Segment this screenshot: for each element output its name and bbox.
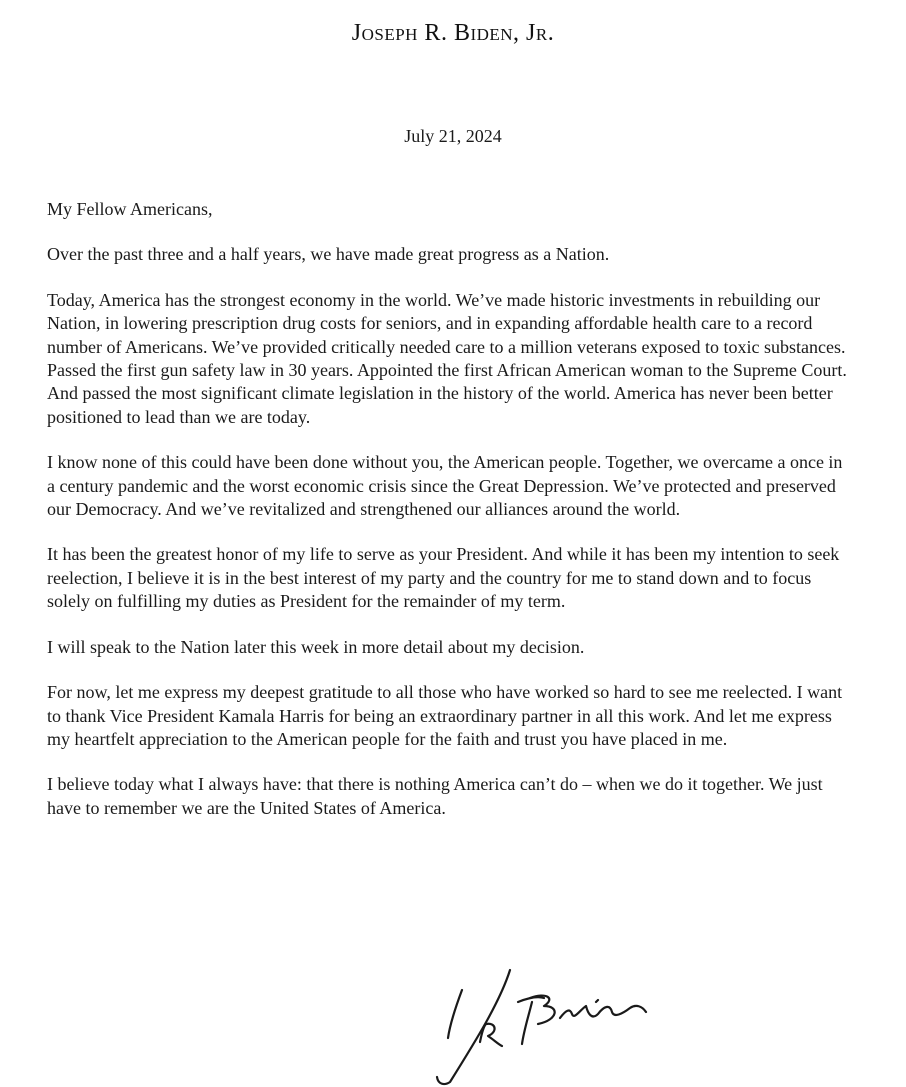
signature-stroke-r (480, 1024, 502, 1046)
signature-stroke-hook (448, 990, 462, 1038)
paragraph-2: Today, America has the strongest economy in the world. We’ve made historic investments in rebuilding our Nation, in lowering prescription drug costs for seniors, and in expanding affordable health care to a record number of Americans. We’ve provided critically needed care to a million veterans exposed to toxic substances. Passed the first gun safety law in 30 years. Appointed the first African American woman to the Supreme Court. And passed the most significant climate legislation in the history of the world. America has never been better positioned to lead than we are today. (47, 289, 847, 427)
paragraph-4: It has been the greatest honor of my life to serve as your President. And while it has been my intention to seek reelection, I believe it is in the best interest of my party and the country for me to stand down and to focus solely on fulfilling my duties as President for the remainder of my term. (47, 544, 840, 612)
handwritten-signature (410, 962, 690, 1087)
signature-stroke-j (437, 970, 510, 1084)
salutation: My Fellow Americans, (47, 199, 213, 219)
signature-stroke-b (522, 996, 555, 1044)
paragraph-5: I will speak to the Nation later this week in more detail about my decision. (47, 636, 585, 657)
paragraph-1: Over the past three and a half years, we have made great progress as a Nation. (47, 244, 610, 265)
paragraph-6: For now, let me express my deepest gratitude to all those who have worked so hard to see me reelected. I want to thank Vice President Kamala Harris for being an extraordinary partner in all this work. And let me express my heartfelt appreciation to the American people for the faith and trust you have placed in me. (47, 682, 843, 749)
paragraph-7: I believe today what I always have: that there is nothing America can’t do – when we do it together. We just have to remember we are the United States of America. (47, 774, 823, 818)
letter-date: July 21, 2024 (404, 126, 502, 146)
letterhead-name: Joseph R. Biden, Jr. (351, 20, 555, 46)
letter-body (47, 198, 847, 842)
paragraph-3: I know none of this could have been done without you, the American people. Together, we overcame a once in a century pandemic and the worst economic crisis since the Great Depression. We’ve protected and preserved our Democracy. And we’ve revitalized and strengthened our alliances around the world. (47, 452, 843, 520)
signature-stroke-iden (560, 1000, 646, 1018)
